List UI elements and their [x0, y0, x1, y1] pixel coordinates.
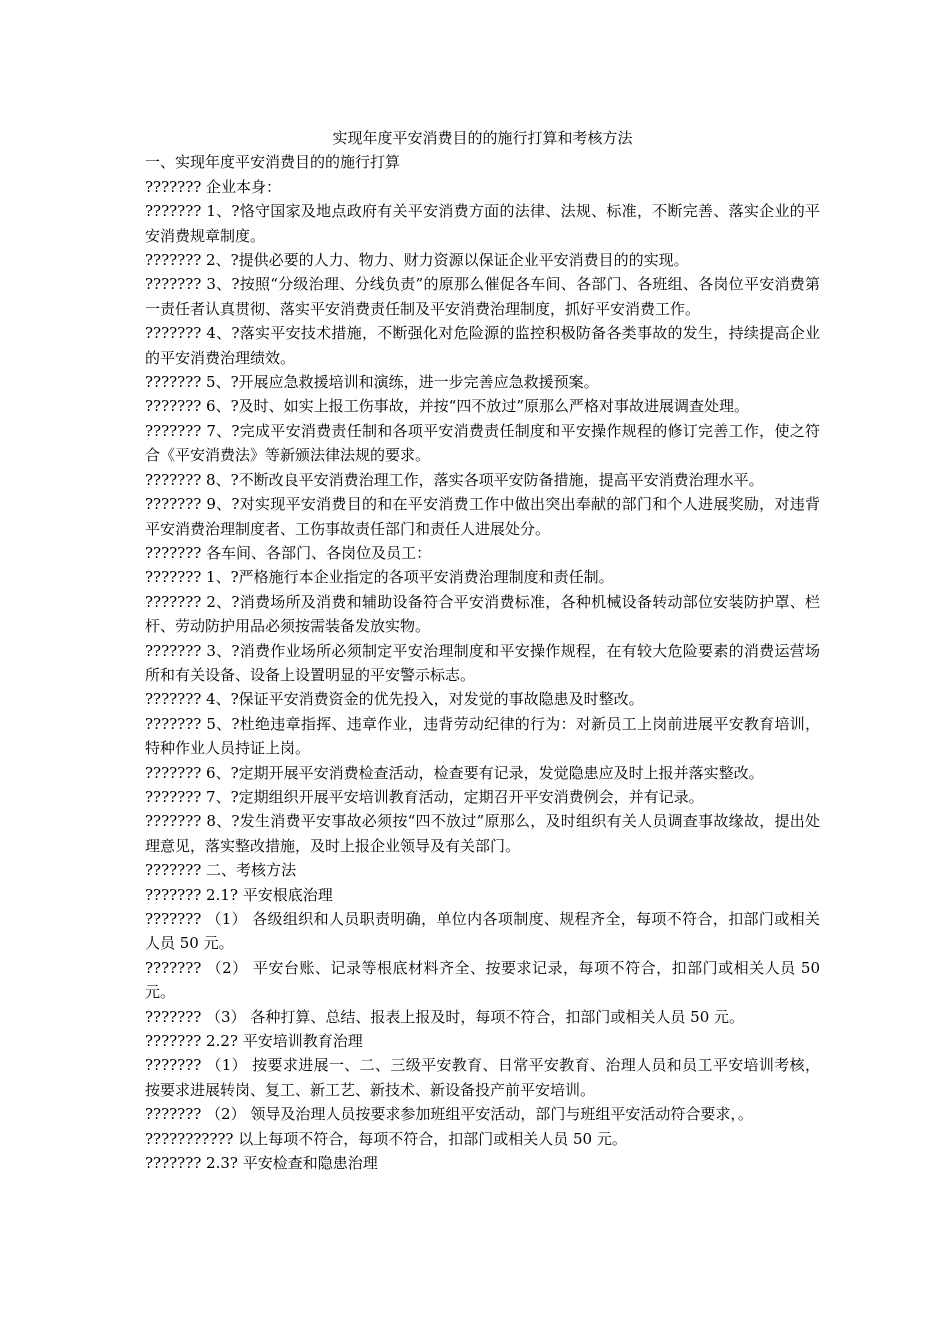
paragraph: ??????? 各车间、各部门、各岗位及员工： — [145, 543, 432, 562]
paragraph: ??????? 2.1? 平安根底治理 — [145, 885, 333, 904]
paragraph: ??????? 8、?不断改良平安消费治理工作，落实各项平安防备措施，提高平安消费治理水平。 — [145, 470, 764, 489]
paragraph: ??????? 1、?恪守国家及地点政府有关平安消费方面的法律、法规、标准，不断完善、落实企业的平安消费规章制度。 — [145, 202, 820, 245]
document-title: 实现年度平安消费目的的施行打算和考核方法 — [332, 129, 633, 147]
paragraph: ??????? 6、?定期开展平安消费检查活动，检查要有记录，发觉隐患应及时上报并落实整改。 — [145, 763, 764, 782]
paragraph: ??????? 7、?定期组织开展平安培训教育活动，定期召开平安消费例会，并有记录。 — [145, 787, 704, 806]
paragraph: ??????? 5、?开展应急救援培训和演练，进一步完善应急救援预案。 — [145, 373, 599, 392]
paragraph: ??????? 3、?消费作业场所必须制定平安治理制度和平安操作规程，在有较大危险要素的消费运营场所和有关设备、设备上设置明显的平安警示标志。 — [145, 641, 820, 684]
paragraph: ??????? （2） 平安台账、记录等根底材料齐全、按要求记录，每项不符合，扣部门或相关人员 50 元。 — [145, 958, 820, 1002]
paragraph: ??????? （2） 领导及治理人员按要求参加班组平安活动，部门与班组平安活动符合要求，。 — [145, 1105, 753, 1124]
paragraph: ??????? 二、考核方法 — [145, 861, 297, 880]
paragraph: ??????? 8、?发生消费平安事故必须按“四不放过”原那么，及时组织有关人员调查事故缘故，提出处理意见，落实整改措施，及时上报企业领导及有关部门。 — [145, 812, 820, 855]
paragraph: ??????? 7、?完成平安消费责任制和各项平安消费责任制度和平安操作规程的修订完善工作，使之符合《平安消费法》等新颁法律法规的要求。 — [145, 421, 820, 465]
paragraph: ??????? （3） 各种打算、总结、报表上报及时，每项不符合，扣部门或相关人员 50 元。 — [145, 1007, 745, 1026]
paragraph: ??????? 2、?消费场所及消费和辅助设备符合平安消费标准，各种机械设备转动部位安装防护罩、栏杆、劳动防护用品必须按需装备发放实物。 — [145, 592, 820, 636]
paragraph: ??????? 3、?按照“分级治理、分线负责”的原那么催促各车间、各部门、各班组、各岗位平安消费第一责任者认真贯彻、落实平安消费责任制及平安消费治理制度，抓好平安消费工作。 — [145, 275, 820, 318]
paragraph: ??????? 5、?杜绝违章指挥、违章作业，违背劳动纪律的行为：对新员工上岗前进展平安教育培训，特种作业人员持证上岗。 — [145, 714, 820, 758]
paragraph: ??????? （1） 按要求进展一、二、三级平安教育、日常平安教育、治理人员和员工平安培训考核，按要求进展转岗、复工、新工艺、新技术、新设备投产前平安培训。 — [145, 1056, 820, 1099]
paragraph: ??????? 2.3? 平安检查和隐患治理 — [145, 1154, 378, 1173]
paragraph: ??????? 9、?对实现平安消费目的和在平安消费工作中做出突出奉献的部门和个人进展奖励，对违背平安消费治理制度者、工伤事故责任部门和责任人进展处分。 — [145, 495, 820, 538]
document-body — [145, 126, 820, 1175]
paragraph: ??????? 2.2? 平安培训教育治理 — [145, 1032, 363, 1051]
paragraph: ??????? 1、?严格施行本企业指定的各项平安消费治理制度和责任制。 — [145, 568, 614, 587]
paragraph: ??????? 6、?及时、如实上报工伤事故，并按“四不放过”原那么严格对事故进展调查处理。 — [145, 397, 749, 416]
paragraph: ??????? （1） 各级组织和人员职责明确，单位内各项制度、规程齐全，每项不符合，扣部门或相关人员 50 元。 — [145, 910, 820, 953]
paragraph: ??????? 4、?保证平安消费资金的优先投入，对发觉的事故隐患及时整改。 — [145, 690, 644, 709]
paragraph: ??????? 2、?提供必要的人力、物力、财力资源以保证企业平安消费目的的实现。 — [145, 251, 689, 270]
paragraph: ??????? 企业本身： — [145, 177, 282, 196]
paragraph: ??????? 4、?落实平安技术措施，不断强化对危险源的监控积极防备各类事故的发生，持续提高企业的平安消费治理绩效。 — [145, 324, 820, 367]
paragraph: 一、实现年度平安消费目的的施行打算 — [145, 153, 401, 172]
paragraph: ??????????? 以上每项不符合，每项不符合，扣部门或相关人员 50 元。 — [145, 1129, 627, 1148]
